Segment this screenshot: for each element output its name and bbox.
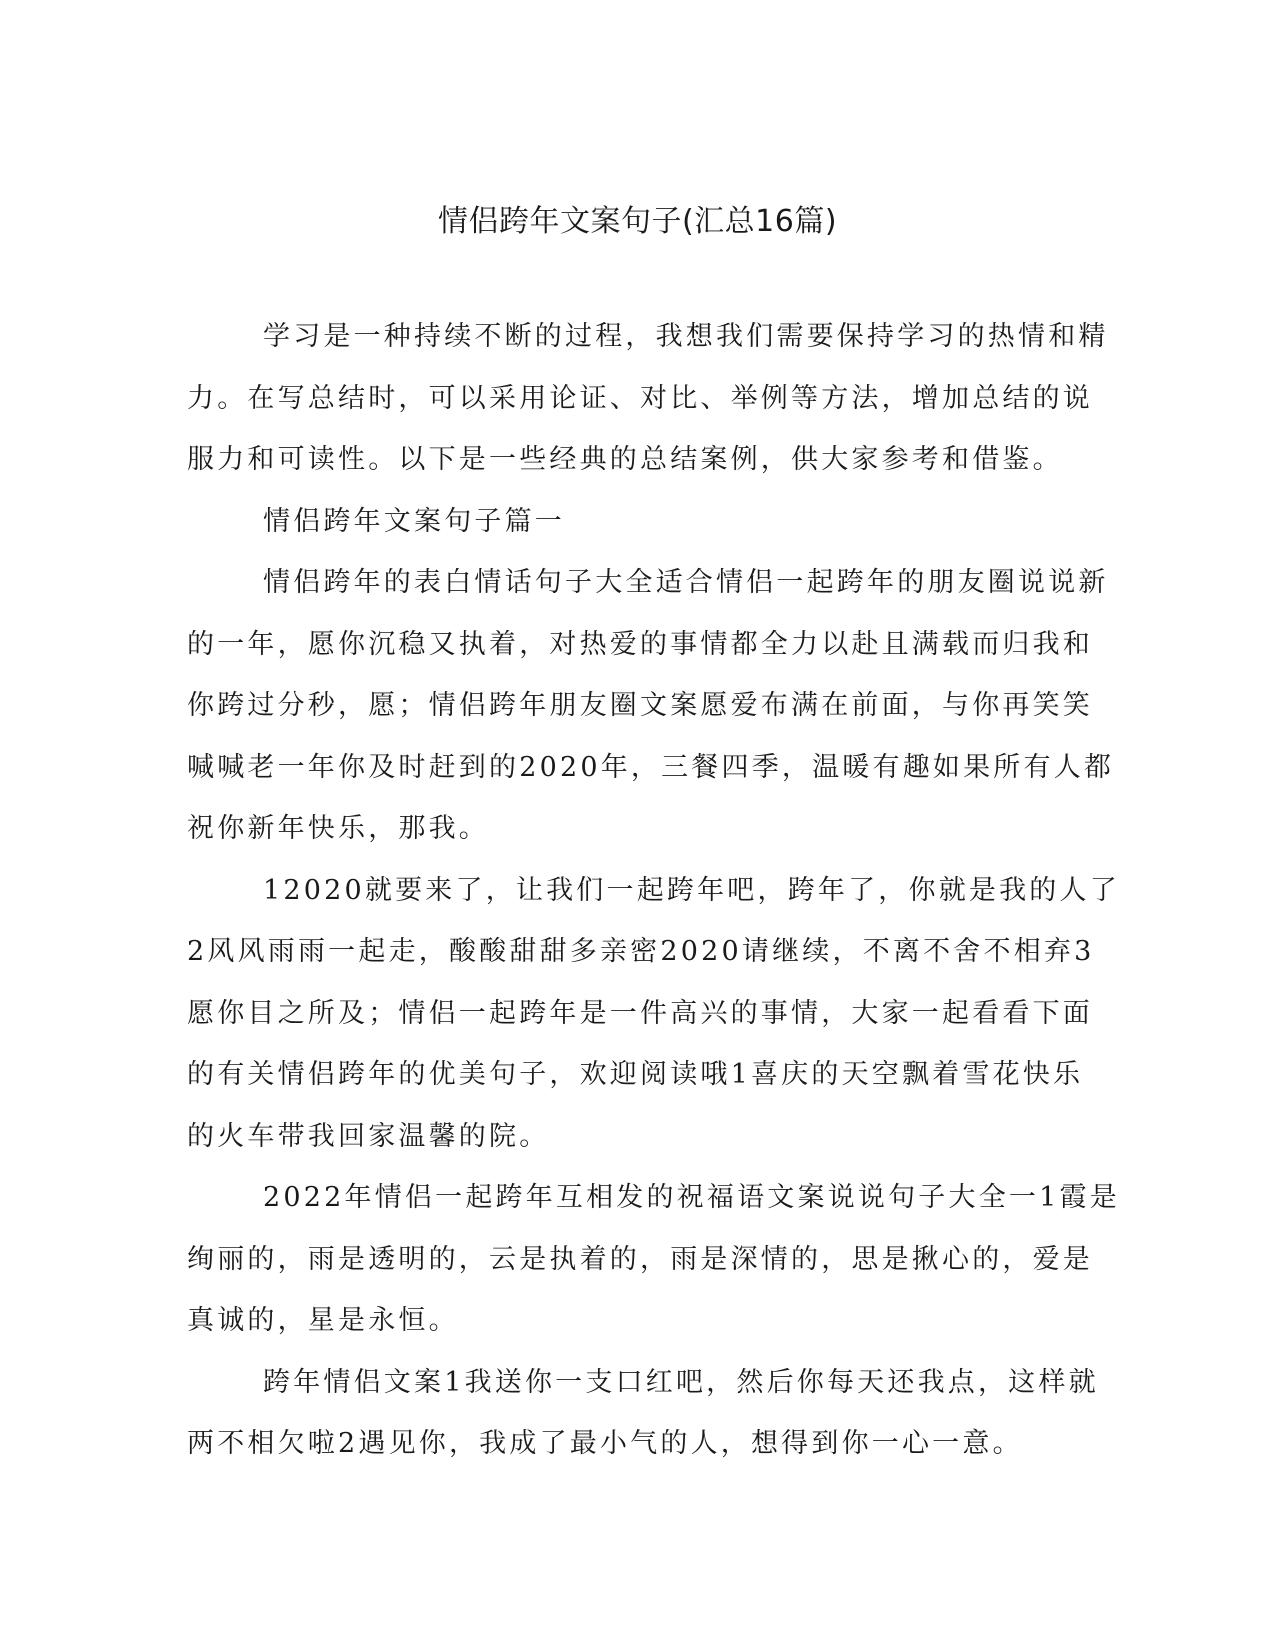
body-line: 服力和可读性。以下是一些经典的总结案例，供大家参考和借鉴。 (187, 444, 1063, 475)
body-line: 2风风雨雨一起走，酸酸甜甜多亲密2020请继续，不离不舍不相弃3 (187, 936, 1095, 967)
body-line: 绚丽的，雨是透明的，云是执着的，雨是深情的，思是揪心的，爱是 (187, 1243, 1093, 1275)
body-line: 的有关情侣跨年的优美句子，欢迎阅读哦1喜庆的天空飘着雪花快乐 (187, 1059, 1084, 1090)
body-line: 学习是一种持续不断的过程，我想我们需要保持学习的热情和精 (263, 321, 1109, 352)
body-line: 的火车带我回家温馨的院。 (187, 1120, 550, 1152)
section-heading: 情侣跨年文案句子篇一 (263, 505, 565, 537)
body-line: 愿你目之所及；情侣一起跨年是一件高兴的事情，大家一起看看下面 (187, 997, 1093, 1029)
body-line: 的一年，愿你沉稳又执着，对热爱的事情都全力以赴且满载而归我和 (187, 628, 1093, 660)
body-line: 跨年情侣文案1我送你一支口红吧，然后你每天还我点，这样就 (263, 1366, 1099, 1398)
body-line: 祝你新年快乐，那我。 (187, 813, 489, 844)
document-body (187, 306, 1120, 1475)
body-line: 12020就要来了，让我们一起跨年吧，跨年了，你就是我的人了 (263, 874, 1120, 906)
document-title: 情侣跨年文案句子(汇总16篇) (437, 204, 838, 239)
body-line: 你跨过分秒，愿；情侣跨年朋友圈文案愿爱布满在前面，与你再笑笑 (187, 690, 1093, 721)
body-line: 力。在写总结时，可以采用论证、对比、举例等方法，增加总结的说 (187, 382, 1093, 414)
body-line: 情侣跨年的表白情话句子大全适合情侣一起跨年的朋友圈说说新 (263, 567, 1109, 598)
body-line: 真诚的，星是永恒。 (187, 1305, 459, 1336)
body-line: 两不相欠啦2遇见你，我成了最小气的人，想得到你一心一意。 (187, 1428, 1023, 1459)
body-line: 喊喊老一年你及时赶到的2020年，三餐四季，温暖有趣如果所有人都 (187, 751, 1115, 783)
body-line: 2022年情侣一起跨年互相发的祝福语文案说说句子大全一1霞是 (263, 1182, 1120, 1213)
